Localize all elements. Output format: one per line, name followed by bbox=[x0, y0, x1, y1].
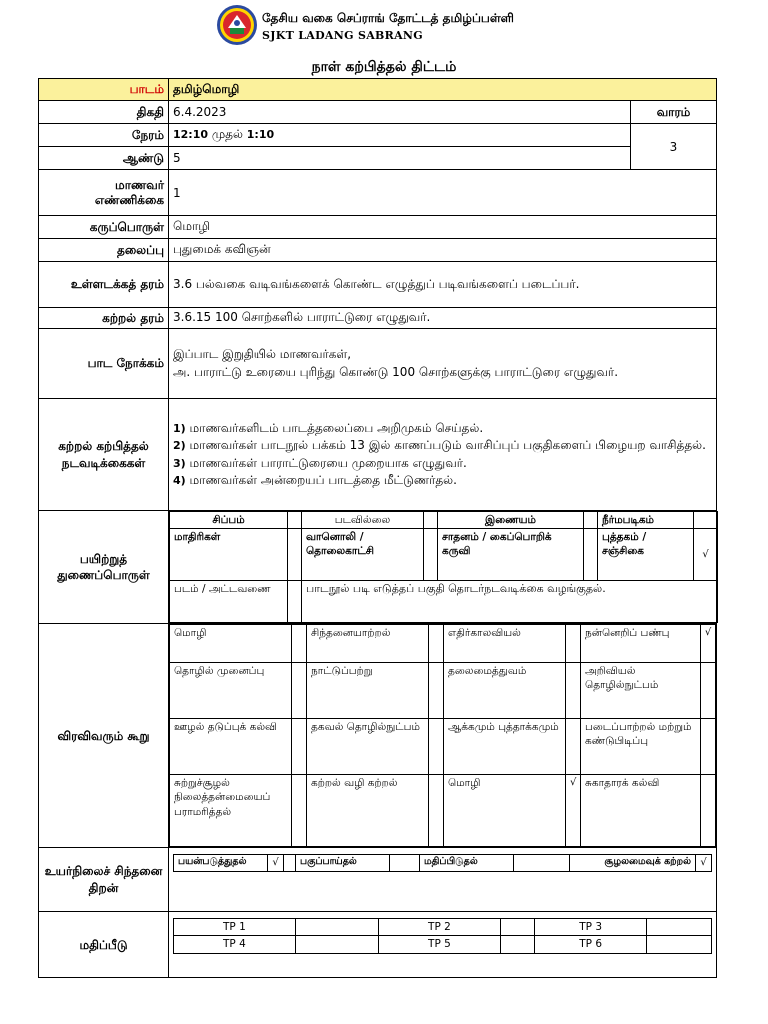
objective-row bbox=[39, 329, 717, 399]
hots-item: பகுப்பாய்தல் bbox=[296, 855, 390, 872]
assessment-cell bbox=[169, 912, 717, 978]
time-until: முதல் bbox=[211, 127, 243, 141]
time-label: நேரம் bbox=[39, 124, 169, 147]
theme-row bbox=[39, 216, 717, 239]
date-label: திகதி bbox=[39, 101, 169, 124]
topic-row bbox=[39, 239, 717, 262]
date-value: 6.4.2023 bbox=[169, 101, 631, 124]
hots-table bbox=[173, 854, 712, 872]
aid-item: நீர்மபடிகம் bbox=[598, 512, 694, 529]
element-item: நாட்டுப்பற்று bbox=[307, 663, 429, 719]
students-value: 1 bbox=[169, 170, 717, 216]
tp-level: TP 2 bbox=[379, 919, 501, 936]
hots-item: சூழலமைவுக் கற்றல் bbox=[570, 855, 696, 872]
activity-item: 2) மாணவர்கள் பாடநூல் பக்கம் 13 இல் காணப்படும் வாசிப்புப் பகுதிகளைப் பிழையற வாசித்தல். bbox=[173, 438, 706, 453]
element-item: மொழி bbox=[444, 775, 566, 847]
school-name-tamil: தேசிய வகை செப்ராங் தோட்டத் தமிழ்ப்பள்ளி bbox=[262, 11, 514, 25]
hots-label: உயர்நிலைச் சிந்தனை திறன் bbox=[39, 848, 169, 912]
tp-table bbox=[173, 918, 712, 953]
teaching-aids-cell bbox=[169, 511, 717, 624]
week-label: வாரம் bbox=[631, 101, 717, 124]
element-item: எதிர்காலவியல் bbox=[444, 625, 566, 663]
check-mark-icon: √ bbox=[701, 625, 716, 663]
content-standard-row bbox=[39, 262, 717, 308]
teaching-aids-table bbox=[169, 511, 718, 623]
objective-line-2: அ. பாராட்டு உரையை புரிந்து கொண்டு 100 சொற்களுக்கு பாராட்டுரை எழுதுவர். bbox=[173, 364, 619, 379]
element-item: சிந்தனையாற்றல் bbox=[307, 625, 429, 663]
topic-value: புதுமைக் கவிஞன் bbox=[169, 239, 717, 262]
year-label: ஆண்டு bbox=[39, 147, 169, 170]
check-mark-icon: √ bbox=[268, 855, 284, 872]
date-row bbox=[39, 101, 717, 124]
activities-row bbox=[39, 399, 717, 511]
aid-item: மாதிரிகள் bbox=[170, 529, 288, 581]
aid-item: இணையம் bbox=[438, 512, 584, 529]
element-item: தொழில் முனைப்பு bbox=[170, 663, 292, 719]
activities-label: கற்றல் கற்பித்தல் நடவடிக்கைகள் bbox=[39, 399, 169, 511]
subject-label: பாடம் bbox=[39, 79, 169, 101]
topic-label: தலைப்பு bbox=[39, 239, 169, 262]
check-mark-icon: √ bbox=[696, 855, 712, 872]
learning-standard-label: கற்றல் தரம் bbox=[39, 308, 169, 329]
subject-row bbox=[39, 79, 717, 101]
hots-row bbox=[39, 848, 717, 912]
aid-item: படம் / அட்டவணை bbox=[170, 581, 288, 623]
learning-standard-value: 3.6.15 100 சொற்களில் பாராட்டுரை எழுதுவர். bbox=[169, 308, 717, 329]
cross-curricular-cell bbox=[169, 624, 717, 848]
school-logo bbox=[216, 4, 258, 46]
time-to: 1:10 bbox=[246, 128, 275, 141]
element-item: அறிவியல் தொழில்நுட்பம் bbox=[581, 663, 701, 719]
cross-curricular-row bbox=[39, 624, 717, 848]
tp-level: TP 3 bbox=[535, 919, 647, 936]
time-row bbox=[39, 124, 717, 147]
assessment-label: மதிப்பீடு bbox=[39, 912, 169, 978]
school-name-english: SJKT LADANG SABRANG bbox=[262, 29, 423, 42]
theme-label: கருப்பொருள் bbox=[39, 216, 169, 239]
element-item: தகவல் தொழில்நுட்பம் bbox=[307, 719, 429, 775]
cross-curricular-table bbox=[169, 624, 716, 847]
check-mark-icon: √ bbox=[694, 529, 718, 581]
hots-item: பயன்படுத்துதல் bbox=[174, 855, 268, 872]
element-item: கற்றல் வழி கற்றல் bbox=[307, 775, 429, 847]
activity-item: 4) மாணவர்கள் அன்றையப் பாடத்தை மீட்டுணர்தல். bbox=[173, 472, 457, 487]
lesson-plan-table bbox=[38, 78, 717, 978]
document-title: நாள் கற்பித்தல் திட்டம் bbox=[311, 59, 457, 75]
content-standard-label: உள்ளடக்கத் தரம் bbox=[39, 262, 169, 308]
check-mark-icon: √ bbox=[566, 775, 581, 847]
theme-value: மொழி bbox=[169, 216, 717, 239]
element-item: நன்னெறிப் பண்பு bbox=[581, 625, 701, 663]
assessment-row bbox=[39, 912, 717, 978]
objective-value bbox=[169, 329, 717, 399]
activity-item: 3) மாணவர்கள் பாராட்டுரையை முறையாக எழுதுவர். bbox=[173, 455, 467, 470]
element-item: சுகாதாரக் கல்வி bbox=[581, 775, 701, 847]
objective-label: பாட நோக்கம் bbox=[39, 329, 169, 399]
week-value: 3 bbox=[631, 124, 717, 170]
element-item: ஊழல் தடுப்புக் கல்வி bbox=[170, 719, 292, 775]
teaching-aids-label: பயிற்றுத் துணைப்பொருள் bbox=[39, 511, 169, 624]
time-value bbox=[169, 124, 631, 147]
year-value: 5 bbox=[169, 147, 631, 170]
objective-line-1: இப்பாட இறுதியில் மாணவர்கள், bbox=[173, 347, 352, 362]
tp-level: TP 1 bbox=[174, 919, 296, 936]
content-standard-value: 3.6 பல்வகை வடிவங்களைக் கொண்ட எழுத்துப் படிவங்களைப் படைப்பர். bbox=[169, 262, 717, 308]
aid-followup-note: பாடநூல் படி எடுத்தப் பகுதி தொடர்நடவடிக்கை வழங்குதல். bbox=[302, 581, 718, 623]
time-from: 12:10 bbox=[173, 128, 209, 141]
students-row bbox=[39, 170, 717, 216]
cross-curricular-label: விரவிவரும் கூறு bbox=[39, 624, 169, 848]
learning-standard-row bbox=[39, 308, 717, 329]
element-item: சுற்றுச்சூழல் நிலைத்தன்மையைப் பராமரித்தல் bbox=[170, 775, 292, 847]
aid-item: புத்தகம் / சஞ்சிகை bbox=[598, 529, 694, 581]
hots-cell bbox=[169, 848, 717, 912]
element-item: ஆக்கமும் புத்தாக்கமும் bbox=[444, 719, 566, 775]
element-item: மொழி bbox=[170, 625, 292, 663]
hots-item: மதிப்பிடுதல் bbox=[420, 855, 514, 872]
element-item: படைப்பாற்றல் மற்றும் கண்டுபிடிப்பு bbox=[581, 719, 701, 775]
aid-item: வானொலி / தொலைகாட்சி bbox=[302, 529, 424, 581]
teaching-aids-row bbox=[39, 511, 717, 624]
subject-value: தமிழ்மொழி bbox=[169, 79, 717, 101]
element-item: தலைமைத்துவம் bbox=[444, 663, 566, 719]
tp-level: TP 6 bbox=[535, 936, 647, 953]
aid-item: சாதனம் / கைப்பொறிக் கருவி bbox=[438, 529, 584, 581]
activity-item: 1) மாணவர்களிடம் பாடத்தலைப்பை அறிமுகம் செய்தல். bbox=[173, 420, 484, 435]
year-row bbox=[39, 147, 717, 170]
students-label: மாணவர் எண்ணிக்கை bbox=[39, 170, 169, 216]
activities-list bbox=[169, 399, 717, 511]
school-header bbox=[216, 4, 556, 48]
aid-item: சிப்பம் bbox=[170, 512, 288, 529]
aid-item: படவில்லை bbox=[302, 512, 424, 529]
tp-level: TP 4 bbox=[174, 936, 296, 953]
tp-level: TP 5 bbox=[379, 936, 501, 953]
